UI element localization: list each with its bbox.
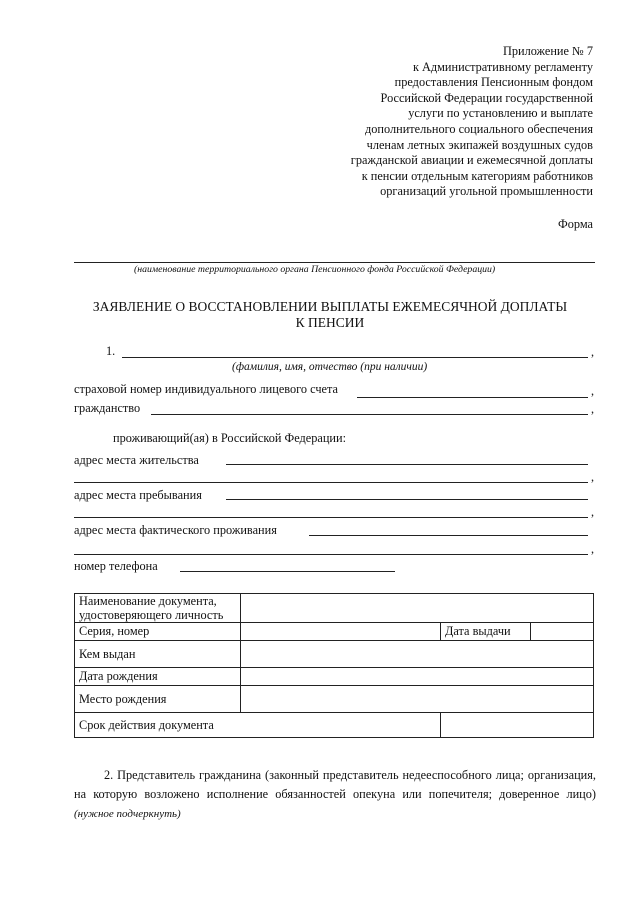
stay-field[interactable] [226, 499, 588, 500]
issue-date-field[interactable] [531, 623, 593, 640]
residence-label: адрес места жительства [74, 453, 199, 467]
fio-field[interactable] [122, 357, 588, 358]
title-line: ЗАЯВЛЕНИЕ О ВОССТАНОВЛЕНИИ ВЫПЛАТЫ ЕЖЕМЕСЯЧНОЙ ДОПЛАТЫ [92, 299, 568, 314]
comma: , [591, 470, 595, 484]
comma: , [591, 402, 595, 416]
residence-field-continued[interactable] [74, 482, 588, 483]
form-title [60, 299, 600, 331]
actual-residence-label: адрес места фактического проживания [74, 523, 277, 537]
comma: , [591, 542, 595, 556]
table-row [75, 641, 594, 668]
section2-hint: (нужное подчеркнуть) [74, 808, 181, 820]
doc-name-label-cell [75, 594, 241, 623]
appendix-line: Российской Федерации государственной [380, 90, 593, 105]
authority-name-field[interactable] [74, 262, 595, 263]
series-label: Серия, номер [75, 623, 241, 641]
appendix-line: дополнительного социального обеспечения [365, 121, 593, 136]
comma: , [591, 345, 595, 359]
validity-label: Срок действия документа [75, 713, 441, 738]
birth-date-label: Дата рождения [75, 668, 241, 686]
issued-by-label: Кем выдан [75, 641, 241, 668]
authority-caption: (наименование территориального органа Пенсионного фонда Российской Федерации) [134, 264, 496, 275]
doc-name-label: Наименование документа, [79, 594, 217, 608]
form-label: Форма [558, 217, 593, 231]
actual-residence-field-continued[interactable] [74, 554, 588, 555]
series-field[interactable] [241, 623, 441, 641]
stay-field-continued[interactable] [74, 517, 588, 518]
issue-date-cell [441, 623, 594, 641]
snils-field[interactable] [357, 397, 588, 398]
residence-field[interactable] [226, 464, 588, 465]
citizenship-field[interactable] [151, 414, 588, 415]
birth-place-label: Место рождения [75, 686, 241, 713]
section2-text: 2. Представитель гражданина (законный представитель недееспособного лица; организация, на которую возложено исполнение обязанностей опекуна или попечителя; доверенное лицо) [74, 768, 596, 801]
birth-date-field[interactable] [241, 668, 594, 686]
table-row [75, 594, 594, 623]
identity-document-table [74, 593, 594, 738]
title-line: К ПЕНСИИ [295, 315, 365, 330]
appendix-line: предоставления Пенсионным фондом [394, 75, 593, 90]
residing-label: проживающий(ая) в Российской Федерации: [113, 431, 346, 445]
appendix-line: гражданской авиации и ежемесячной доплаты [350, 153, 593, 168]
doc-name-field[interactable] [241, 594, 594, 623]
table-row [75, 686, 594, 713]
doc-name-label: удостоверяющего личность [79, 608, 224, 622]
appendix-header [351, 44, 593, 200]
table-row [75, 623, 594, 641]
snils-label: страховой номер индивидуального лицевого счета [74, 382, 338, 396]
appendix-line: членам летных экипажей воздушных судов [366, 137, 593, 152]
fio-caption: (фамилия, имя, отчество (при наличии) [232, 361, 428, 373]
issue-date-label: Дата выдачи [441, 623, 531, 640]
table-row [75, 713, 594, 738]
section2-paragraph [74, 766, 596, 824]
stay-label: адрес места пребывания [74, 488, 202, 502]
appendix-line: Приложение № 7 [502, 44, 593, 58]
comma: , [591, 505, 595, 519]
actual-residence-field[interactable] [309, 535, 588, 536]
issued-by-field[interactable] [241, 641, 594, 668]
appendix-line: к Административному регламенту [412, 59, 593, 74]
comma: , [591, 384, 595, 398]
validity-field[interactable] [441, 713, 594, 738]
section1-number: 1. [106, 344, 116, 358]
appendix-line: услуги по установлению и выплате [408, 106, 593, 121]
phone-label: номер телефона [74, 559, 158, 573]
table-row [75, 668, 594, 686]
appendix-line: к пенсии отдельным категориям работников [361, 168, 593, 183]
phone-field[interactable] [180, 571, 395, 572]
citizenship-label: гражданство [74, 401, 141, 415]
birth-place-field[interactable] [241, 686, 594, 713]
appendix-line: организаций угольной промышленности [380, 184, 593, 199]
